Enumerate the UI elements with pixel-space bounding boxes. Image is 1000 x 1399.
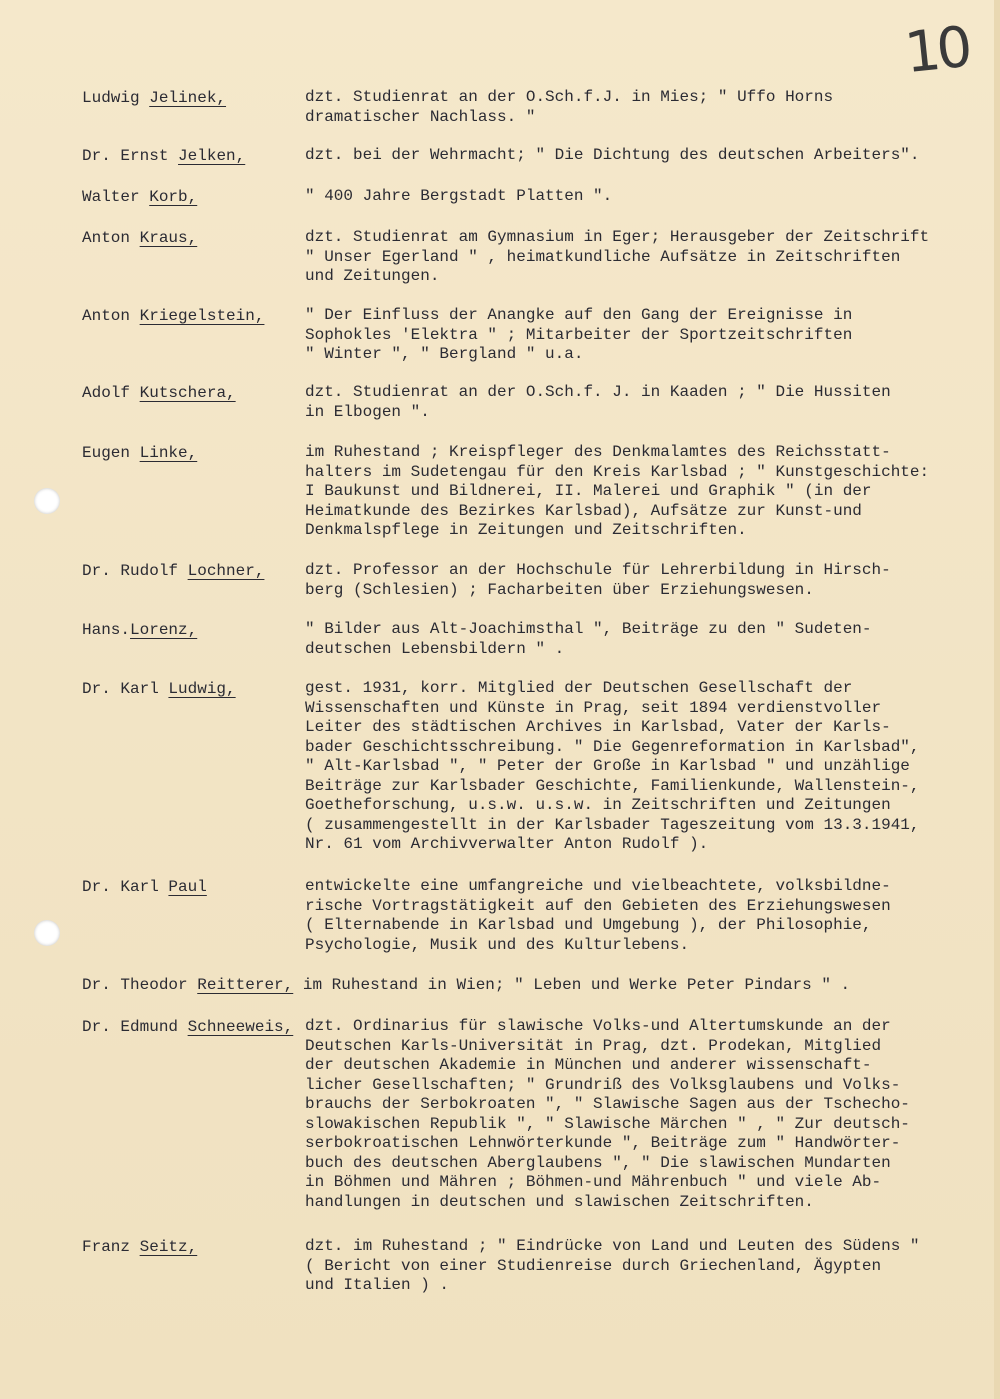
handwritten-page-number: 10 <box>901 14 972 87</box>
entry-name: Adolf Kutschera, <box>82 384 236 402</box>
entry-text: im Ruhestand in Wien; " Leben und Werke Peter Pindars " . <box>302 976 851 994</box>
surname: Reitterer, <box>197 976 294 994</box>
surname: Kraus, <box>139 229 198 247</box>
punch-hole-bottom <box>34 920 60 946</box>
entry-name: Anton Kriegelstein, <box>82 307 265 325</box>
surname: Jelinek, <box>149 89 227 107</box>
entry-text: im Ruhestand ; Kreispfleger des Denkmalamtes des Reichsstatt- halters im Sudetengau für den Kreis Karlsbad ; " Kunstgeschichte: I Baukunst und Bildnerei, II. Malerei und Graphik " (in der Heimatkunde des Bezirkes Karlsbad), Aufsätze zur Kunst-und Denkmalspflege in Zeitungen und Zeitschriften. <box>305 443 930 539</box>
entry-name: Hans.Lorenz, <box>82 621 198 639</box>
entry-text: " 400 Jahre Bergstadt Platten ". <box>305 187 613 205</box>
entry-name: Walter Korb, <box>82 188 198 206</box>
entry-text: " Bilder aus Alt-Joachimsthal ", Beiträge zu den " Sudeten- deutschen Lebensbildern " . <box>305 620 872 658</box>
entry-text: " Der Einfluss der Anangke auf den Gang der Ereignisse in Sophokles 'Elektra " ; Mitarbeiter der Sportzeitschriften " Winter ", " Bergland " u.a. <box>305 306 853 363</box>
surname: Linke, <box>139 444 198 462</box>
surname: Jelken, <box>178 147 246 165</box>
entry-text: entwickelte eine umfangreiche und vielbeachtete, volksbildne- rische Vortragstätigkeit auf den Gebieten des Erziehungswesen ( Elternabende in Karlsbad und Umgebung ), der Philosophie, Psychologie, Musik und des Kulturlebens. <box>305 877 891 954</box>
entry-name: Dr. Karl Paul <box>82 878 207 896</box>
punch-hole-top <box>34 488 60 514</box>
entry-name: Dr. Rudolf Lochner, <box>82 562 265 580</box>
entry-name: Dr. Ernst Jelken, <box>82 147 246 165</box>
surname: Korb, <box>149 188 198 206</box>
entry-name: Ludwig Jelinek, <box>82 89 227 107</box>
surname: Kutschera, <box>139 384 236 402</box>
entry-name: Eugen Linke, <box>82 444 198 462</box>
entry-name: Franz Seitz, <box>82 1238 198 1256</box>
surname: Seitz, <box>139 1238 198 1256</box>
surname: Ludwig, <box>168 680 236 698</box>
surname: Paul <box>168 878 207 896</box>
entry-line: Dr. Theodor Reitterer, im Ruhestand in Wien; " Leben und Werke Peter Pindars " . <box>82 976 851 994</box>
entry-text: dzt. bei der Wehrmacht; " Die Dichtung des deutschen Arbeiters". <box>305 146 920 164</box>
surname: Lochner, <box>187 562 265 580</box>
entry-text: gest. 1931, korr. Mitglied der Deutschen Gesellschaft der Wissenschaften und Künste in Prag, seit 1894 verdienstvoller Leiter des städtischen Archives in Karlsbad, Vater der Karls- bader Geschichtsschreibung. " Die Gegenreformation in Karlsbad", " Alt-Karlsbad ", " Peter der Große in Karlsbad " und unzählige Beiträge zur Karlsbader Geschichte, Familienkunde, Wallenstein-, Goetheforschung, u.s.w. u.s.w. in Zeitschriften und Zeitungen ( zusammengestellt in der Karlsbader Tageszeitung vom 13.3.1941, Nr. 61 vom Archivverwalter Anton Rudolf ). <box>305 679 920 853</box>
surname: Kriegelstein, <box>139 307 265 325</box>
entry-text: dzt. im Ruhestand ; " Eindrücke von Land und Leuten des Südens " ( Bericht von einer Studienreise durch Griechenland, Ägypten und Italien ) . <box>305 1237 920 1294</box>
entry-text: dzt. Studienrat am Gymnasium in Eger; Herausgeber der Zeitschrift " Unser Egerland " , heimatkundliche Aufsätze in Zeitschriften und Zeitungen. <box>305 228 930 285</box>
entry-text: dzt. Studienrat an der O.Sch.f. J. in Kaaden ; " Die Hussiten in Elbogen ". <box>305 383 891 421</box>
entry-name: Dr. Karl Ludwig, <box>82 680 236 698</box>
entry-text: dzt. Studienrat an der O.Sch.f.J. in Mies; " Uffo Horns dramatischer Nachlass. " <box>305 88 834 126</box>
entry-text: dzt. Ordinarius für slawische Volks-und Altertumskunde an der Deutschen Karls-Universität in Prag, dzt. Prodekan, Mitglied der deutschen Akademie in München und anderer wissenschaft- licher Gesellschaften; " Grundriß des Volksglaubens und Volks- brauchs der Serbokroaten ", " Slawische Sagen aus der Tschecho- slowakischen Republik ", " Slawische Märchen " , " Zur deutsch- serbokroatischen Lehnwörterkunde ", Beiträge zum " Handwörter- buch des deutschen Aberglaubens ", " Die slawischen Mundarten in Böhmen und Mähren ; Böhmen-und Mährenbuch " und viele Ab- handlungen in deutschen und slawischen Zeitschriften. <box>305 1017 910 1211</box>
entry-text: dzt. Professor an der Hochschule für Lehrerbildung in Hirsch- berg (Schlesien) ; Facharbeiten über Erziehungswesen. <box>305 561 891 599</box>
entry-name: Anton Kraus, <box>82 229 198 247</box>
surname: Lorenz, <box>130 621 198 639</box>
entry-name: Dr. Edmund Schneeweis, <box>82 1018 294 1036</box>
surname: Schneeweis, <box>187 1018 294 1036</box>
